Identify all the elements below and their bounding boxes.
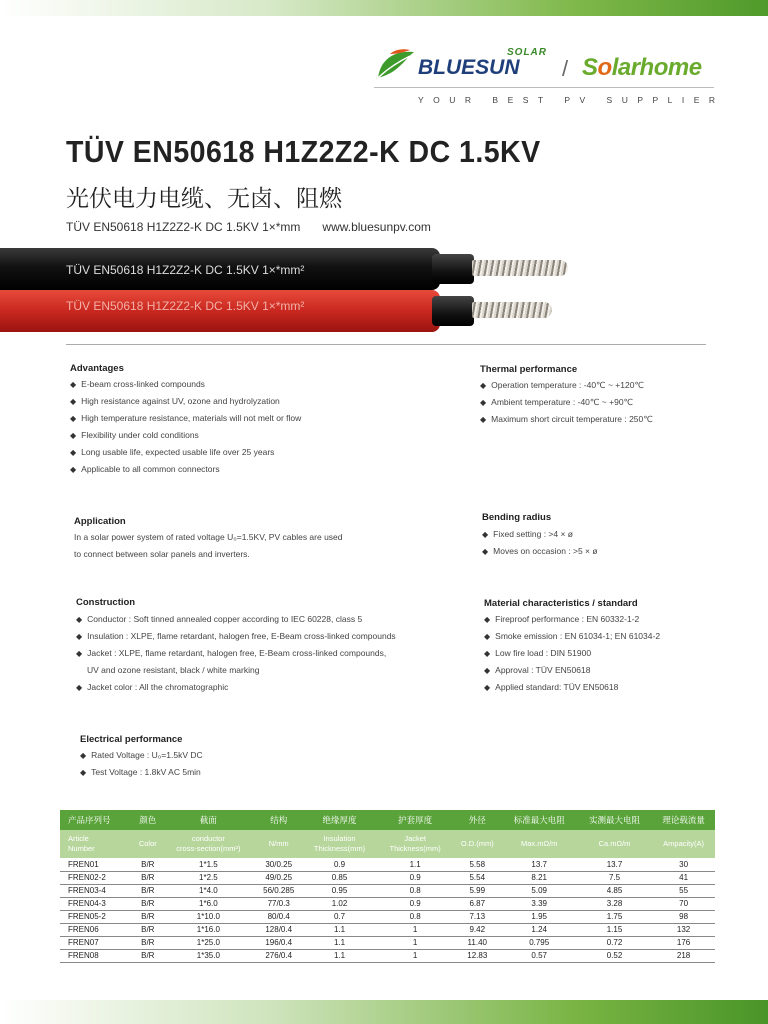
column-subheader: conductor cross-section(mm²)	[161, 830, 256, 858]
table-cell: B/R	[135, 910, 161, 923]
advantages-list	[70, 376, 301, 478]
spec-line	[66, 220, 431, 234]
table-cell: 1*10.0	[161, 910, 256, 923]
construction-title: Construction	[76, 597, 136, 608]
table-cell: 5.09	[502, 884, 577, 897]
table-cell: 0.85	[302, 871, 378, 884]
table-cell: FREN02-2	[60, 871, 135, 884]
column-subheader: N/mm	[256, 830, 302, 858]
table-cell: 1.95	[502, 910, 577, 923]
application-title: Application	[74, 516, 126, 527]
table-cell: 1	[377, 936, 453, 949]
table-header-cn	[60, 810, 715, 830]
column-subheader: Max.mΩ/m	[502, 830, 577, 858]
table-cell: 7.5	[577, 871, 652, 884]
column-header: 截面	[161, 810, 256, 830]
table-cell: 1.75	[577, 910, 652, 923]
list-item: ◆ Maximum short circuit temperature : 250℃	[480, 411, 653, 428]
table-cell: 1*2.5	[161, 871, 256, 884]
brand-logo	[374, 44, 734, 110]
table-cell: 41	[652, 871, 715, 884]
column-subheader: Color	[135, 830, 161, 858]
table-body	[60, 858, 715, 962]
table-cell: 5.58	[453, 858, 502, 871]
table-cell: 77/0.3	[256, 897, 302, 910]
table-cell: FREN05-2	[60, 910, 135, 923]
table-cell: 56/0.285	[256, 884, 302, 897]
column-header: 产品序列号	[60, 810, 135, 830]
table-cell: 80/0.4	[256, 910, 302, 923]
list-item: ◆ E-beam cross-linked compounds	[70, 376, 301, 393]
top-gradient-bar	[0, 0, 768, 16]
product-title: TÜV EN50618 H1Z2Z2-K DC 1.5KV	[66, 134, 541, 169]
list-item: ◆ Ambient temperature : -40℃ ~ +90℃	[480, 394, 653, 411]
list-item: ◆ Rated Voltage : U₀=1.5kV DC	[80, 747, 203, 764]
column-subheader: Insulation Thickness(mm)	[302, 830, 378, 858]
table-cell: 1.1	[302, 923, 378, 936]
table-cell: 3.39	[502, 897, 577, 910]
table-row	[60, 897, 715, 910]
column-header: 外径	[453, 810, 502, 830]
logo-separator: /	[562, 56, 569, 81]
table-cell: FREN01	[60, 858, 135, 871]
list-item: ◆ Flexibility under cold conditions	[70, 427, 301, 444]
thermal-list	[480, 377, 653, 428]
column-subheader: Ca.mΩ/m	[577, 830, 652, 858]
electrical-title: Electrical performance	[80, 734, 183, 745]
table-cell: 0.57	[502, 949, 577, 962]
table-cell: 1.1	[377, 858, 453, 871]
table-cell: FREN08	[60, 949, 135, 962]
table-cell: 0.72	[577, 936, 652, 949]
table-cell: 3.28	[577, 897, 652, 910]
table-cell: 128/0.4	[256, 923, 302, 936]
bottom-gradient-bar	[0, 1000, 768, 1024]
table-cell: 11.40	[453, 936, 502, 949]
table-cell: 1*35.0	[161, 949, 256, 962]
table-cell: 1*6.0	[161, 897, 256, 910]
table-cell: 218	[652, 949, 715, 962]
table-cell: 70	[652, 897, 715, 910]
table-cell: 12.83	[453, 949, 502, 962]
table-cell: 0.8	[377, 884, 453, 897]
logo-bluesun-text: BLUESUN	[418, 56, 520, 79]
table-cell: 49/0.25	[256, 871, 302, 884]
table-row	[60, 936, 715, 949]
column-header: 绝缘厚度	[302, 810, 378, 830]
table-cell: B/R	[135, 897, 161, 910]
logo-solar-text: SOLAR	[507, 47, 547, 58]
table-row	[60, 923, 715, 936]
table-row	[60, 949, 715, 962]
column-header: 结构	[256, 810, 302, 830]
list-item: ◆ Moves on occasion : >5 × ø	[482, 543, 598, 560]
table-cell: 132	[652, 923, 715, 936]
list-item: ◆ Test Voltage : 1.8kV AC 5min	[80, 764, 203, 781]
column-header: 理论载流量	[652, 810, 715, 830]
list-item: ◆ High temperature resistance, materials will not melt or flow	[70, 410, 301, 427]
table-cell: B/R	[135, 858, 161, 871]
cable-black-marking: TÜV EN50618 H1Z2Z2-K DC 1.5KV 1×*mm²	[66, 263, 305, 277]
cable-red-wires	[472, 302, 552, 318]
list-item: ◆ Fixed setting : >4 × ø	[482, 526, 598, 543]
table-cell: 1.15	[577, 923, 652, 936]
table-cell: FREN07	[60, 936, 135, 949]
bending-list	[482, 526, 598, 560]
table-cell: 1*16.0	[161, 923, 256, 936]
column-subheader: Article Number	[60, 830, 135, 858]
table-row	[60, 884, 715, 897]
table-cell: 0.95	[302, 884, 378, 897]
list-item: ◆ Operation temperature : -40℃ ~ +120℃	[480, 377, 653, 394]
table-cell: 4.85	[577, 884, 652, 897]
table-cell: B/R	[135, 871, 161, 884]
table-cell: 1.1	[302, 949, 378, 962]
cable-red-insulation	[432, 296, 474, 326]
list-item: ◆ Applied standard: TÜV EN50618	[484, 679, 660, 696]
table-cell: FREN04-3	[60, 897, 135, 910]
paragraph-line: to connect between solar panels and inverters.	[74, 549, 250, 559]
table-cell: 0.7	[302, 910, 378, 923]
table-cell: 9.42	[453, 923, 502, 936]
table-cell: 30/0.25	[256, 858, 302, 871]
spec-line-text: TÜV EN50618 H1Z2Z2-K DC 1.5KV 1×*mm	[66, 220, 301, 234]
section-divider	[66, 344, 706, 345]
column-header: 标准最大电阻	[502, 810, 577, 830]
list-item: ◆ Insulation : XLPE, flame retardant, halogen free, E-Beam cross-linked compounds	[76, 628, 396, 645]
table-cell: 1*25.0	[161, 936, 256, 949]
column-subheader: Ampacity(A)	[652, 830, 715, 858]
paragraph-line: In a solar power system of rated voltage U₀=1.5KV, PV cables are used	[74, 532, 343, 542]
table-cell: B/R	[135, 936, 161, 949]
table-cell: B/R	[135, 884, 161, 897]
table-cell: 276/0.4	[256, 949, 302, 962]
table-cell: 30	[652, 858, 715, 871]
table-cell: FREN06	[60, 923, 135, 936]
thermal-title: Thermal performance	[480, 364, 578, 375]
list-item: ◆ Smoke emission : EN 61034-1; EN 61034-2	[484, 628, 660, 645]
table-cell: 1.02	[302, 897, 378, 910]
table-cell: 1.24	[502, 923, 577, 936]
table-row	[60, 858, 715, 871]
list-item: ◆ Conductor : Soft tinned annealed copper according to IEC 60228, class 5	[76, 611, 396, 628]
table-cell: 6.87	[453, 897, 502, 910]
list-item: ◆ High resistance against UV, ozone and hydrolyzation	[70, 393, 301, 410]
logo-solarhome-text: Solarhome	[582, 54, 702, 81]
electrical-list	[80, 747, 203, 781]
list-item-continued: UV and ozone resistant, black / white marking	[87, 665, 260, 675]
table-cell: 0.9	[377, 897, 453, 910]
table-cell: FREN03-4	[60, 884, 135, 897]
table-cell: 13.7	[502, 858, 577, 871]
table-cell: 1	[377, 923, 453, 936]
cable-red-marking: TÜV EN50618 H1Z2Z2-K DC 1.5KV 1×*mm²	[66, 299, 305, 313]
table-cell: 5.99	[453, 884, 502, 897]
leaf-logo-icon	[376, 48, 416, 82]
table-row	[60, 871, 715, 884]
column-header: 实测最大电阻	[577, 810, 652, 830]
table-cell: 176	[652, 936, 715, 949]
table-row	[60, 910, 715, 923]
column-header: 颜色	[135, 810, 161, 830]
table-cell: 7.13	[453, 910, 502, 923]
column-header: 护套厚度	[377, 810, 453, 830]
table-cell: 5.54	[453, 871, 502, 884]
table-cell: 8.21	[502, 871, 577, 884]
cable-black-insulation	[432, 254, 474, 284]
list-item: ◆ Jacket : XLPE, flame retardant, halogen free, E-Beam cross-linked compounds,	[76, 645, 396, 662]
list-item: ◆ Fireproof performance : EN 60332-1-2	[484, 611, 660, 628]
bending-title: Bending radius	[482, 512, 552, 523]
table-cell: 0.52	[577, 949, 652, 962]
table-header-en	[60, 830, 715, 858]
list-item: ◆ Low fire load : DIN 51900	[484, 645, 660, 662]
material-list	[484, 611, 660, 696]
logo-tagline: YOUR BEST PV SUPPLIER	[418, 95, 725, 105]
table-cell: 0.9	[377, 871, 453, 884]
website-url: www.bluesunpv.com	[322, 220, 431, 234]
construction-list	[76, 611, 396, 696]
table-cell: 0.795	[502, 936, 577, 949]
cable-black-wires	[472, 260, 568, 276]
material-title: Material characteristics / standard	[484, 598, 638, 609]
table-cell: 1*4.0	[161, 884, 256, 897]
list-item: ◆ Long usable life, expected usable life over 25 years	[70, 444, 301, 461]
table-cell: B/R	[135, 923, 161, 936]
table-cell: 13.7	[577, 858, 652, 871]
product-subtitle-cn: 光伏电力电缆、无卤、阻燃	[66, 185, 342, 211]
logo-divider	[374, 87, 714, 88]
list-item: ◆ Applicable to all common connectors	[70, 461, 301, 478]
table-cell: 1	[377, 949, 453, 962]
table-cell: 55	[652, 884, 715, 897]
column-subheader: O.D.(mm)	[453, 830, 502, 858]
table-cell: 196/0.4	[256, 936, 302, 949]
list-item: ◆ Jacket color : All the chromatographic	[76, 679, 396, 696]
specification-table	[60, 810, 715, 963]
table-cell: 98	[652, 910, 715, 923]
table-cell: 0.9	[302, 858, 378, 871]
table-cell: 1.1	[302, 936, 378, 949]
column-subheader: Jacket Thickness(mm)	[377, 830, 453, 858]
table-cell: 0.8	[377, 910, 453, 923]
list-item: ◆ Approval : TÜV EN50618	[484, 662, 660, 679]
application-text	[74, 529, 343, 563]
table-cell: 1*1.5	[161, 858, 256, 871]
table-cell: B/R	[135, 949, 161, 962]
advantages-title: Advantages	[70, 363, 124, 374]
